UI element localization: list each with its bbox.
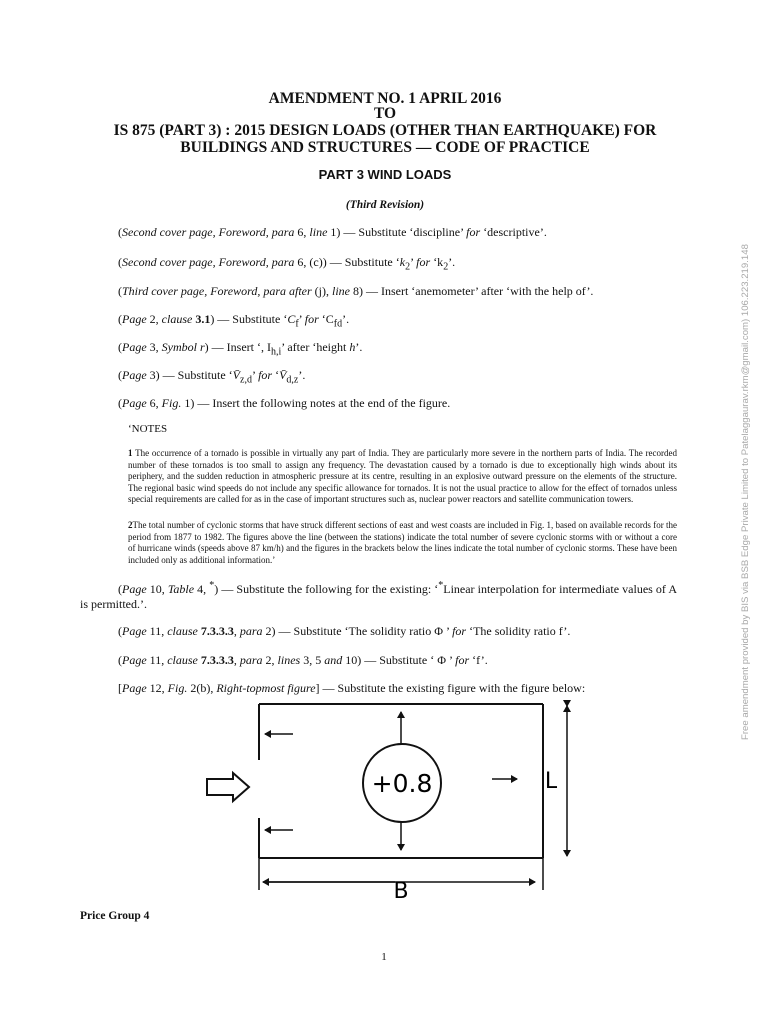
amendment-item-7: (Page 6, Fig. 1) — Insert the following notes at the end of the figure.: [118, 396, 451, 410]
amendment-item-10: (Page 11, clause 7.3.3.3, para 2, lines 3, 5 and 10) — Substitute ‘ Φ ’ for ‘f’.: [118, 653, 488, 667]
dimension-b-label: B: [393, 879, 409, 898]
download-watermark: Free amendment provided by BIS via BSB Edge Private Limited to Patelaggaurav.rkm@gmail.com) 106.223.219.148: [740, 244, 751, 740]
amendment-to: TO: [373, 105, 397, 122]
amendment-item-4: (Page 2, clause 3.1) — Substitute ‘$C_f$’ for ‘$C_{fd}$’.: [118, 312, 350, 330]
wind-direction-arrow: [207, 773, 249, 801]
wind-pressure-figure: [195, 698, 585, 898]
standard-title-line2: BUILDINGS AND STRUCTURES — CODE OF PRACTICE: [180, 139, 590, 156]
amendment-item-2: (Second cover page, Foreword, para 6, (c)) — Substitute ‘$k_2$’ for ‘$k_2$’.: [118, 255, 456, 273]
phi-symbol: Φ: [437, 653, 446, 667]
phi-symbol: Φ: [434, 624, 443, 638]
amendment-item-1: (Second cover page, Foreword, para 6, line 1) — Substitute ‘discipline’ for ‘descriptive’.: [118, 225, 547, 239]
amendment-title: AMENDMENT NO. 1 APRIL 2016: [268, 90, 502, 107]
amendment-item-6: (Page 3) — Substitute ‘$V̄_{z,d}$’ for ‘$V̄_{d,z}$’.: [118, 368, 306, 386]
amendment-item-9: (Page 11, clause 7.3.3.3, para 2) — Substitute ‘The solidity ratio Φ ’ for ‘The solidity ratio f’.: [118, 624, 571, 638]
note-1-number: 1: [128, 448, 133, 458]
note-2: 2The total number of cyclonic storms that have struck different sections of east and west coasts are included in Fig. 1, based on available records for the period from 1877 to 1982. The figures above the line (between the stations) indicate the total number of severe cyclonic storms with or without a core of hurricane winds (speeds above 87 km/h) and the figures in the brackets below the lines indicate the total number of cyclonic storms. These have been included only as additional information.’: [128, 520, 677, 565]
revision-label: (Third Revision): [345, 199, 425, 211]
pressure-coefficient-value: +0.8: [371, 769, 433, 798]
amendment-item-8: (Page 10, Table 4, *) — Substitute the following for the existing: ‘*Linear interpolation for intermediate values of A is permitted.’.: [80, 580, 677, 611]
note-1: 1 The occurrence of a tornado is possible in virtually any part of India. They are particularly more severe in the northern parts of India. The recorded number of these tornados is too small to assign any frequency. The devastation caused by a tornado is due to exceptionally high winds about its periphery, and the sudden reduction in atmospheric pressure at its centre, resulting in an explosive outward pressure on the elements of the structure. The regional basic wind speeds do not include any specific allowance for tornados. It is not the usual practice to allow for the effect of tornados unless special requirements are called for as in the case of important structures such as, nuclear power reactors and satellite communication towers.: [128, 448, 677, 505]
amendment-item-11: [Page 12, Fig. 2(b), Right-topmost figure] — Substitute the existing figure with the figure below:: [118, 681, 586, 695]
price-group: Price Group 4: [80, 910, 150, 922]
page-number: 1: [381, 951, 387, 963]
amendment-item-5: (Page 3, Symbol r) — Insert ‘, $I_{h,i}$’ after ‘height h’.: [118, 340, 363, 358]
dimension-l-label: L: [544, 769, 558, 794]
amendment-item-3: (Third cover page, Foreword, para after (j), line 8) — Insert ‘anemometer’ after ‘with the help of’.: [118, 284, 594, 298]
part-title: PART 3 WIND LOADS: [318, 167, 452, 182]
standard-title-line1: IS 875 (PART 3) : 2015 DESIGN LOADS (OTHER THAN EARTHQUAKE) FOR: [113, 122, 657, 139]
notes-heading: ‘NOTES: [128, 423, 168, 435]
note-2-number: 2: [128, 520, 133, 530]
